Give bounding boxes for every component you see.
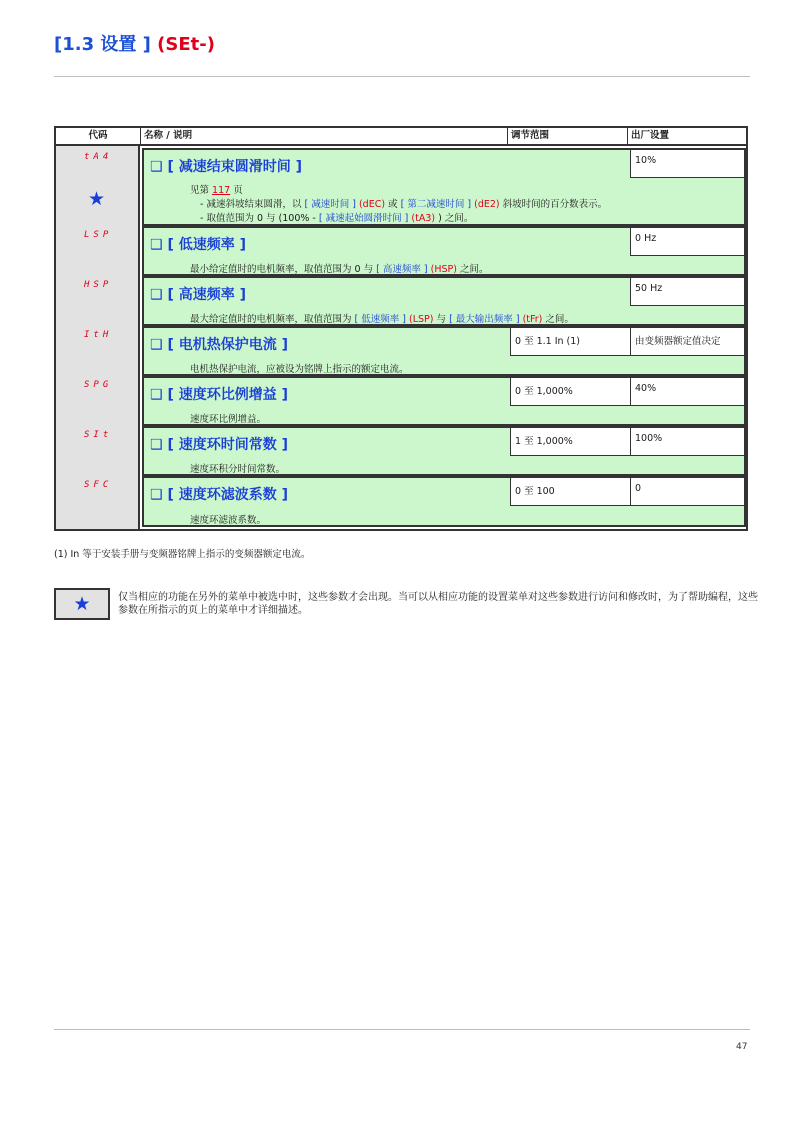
range-value: 0 至 1.1 In (1) (510, 328, 630, 356)
description-line: 速度环比例增益。 (190, 414, 267, 425)
page-link[interactable]: 117 (212, 185, 231, 196)
checkbox-icon: ❑ (150, 287, 163, 303)
star-icon: ★ (88, 188, 106, 210)
param-name[interactable] (150, 434, 288, 454)
param-cell (142, 376, 746, 426)
range-value: 0 至 100 (510, 478, 630, 506)
param-code: SIt (84, 430, 113, 440)
param-name[interactable] (150, 156, 302, 176)
header-factory: 出厂设置 (631, 130, 670, 141)
table-row (56, 326, 746, 376)
param-name-label: [ 速度环滤波系数 ] (167, 487, 288, 503)
header-range: 调节范围 (511, 130, 550, 141)
factory-setting: 10% (630, 150, 744, 178)
param-name[interactable] (150, 484, 288, 504)
factory-setting: 由变频器额定值决定 (630, 328, 744, 356)
star-icon: ★ (54, 588, 110, 620)
checkbox-icon: ❑ (150, 237, 163, 253)
checkbox-icon: ❑ (150, 159, 163, 175)
table-row (56, 148, 746, 226)
description-line: 最大给定值时的电机频率，取值范围为 [ 低速频率 ] (LSP) 与 [ 最大输出频率 ] (tFr) 之间。 (190, 314, 574, 325)
param-cell (142, 276, 746, 326)
param-code: LSP (84, 230, 113, 240)
bottom-divider (54, 1029, 750, 1030)
param-name-label: [ 高速频率 ] (167, 287, 246, 303)
footnote: (1) In 等于安装手册与变频器铭牌上指示的变频器额定电流。 (54, 549, 311, 560)
param-name-label: [ 低速频率 ] (167, 237, 246, 253)
checkbox-icon: ❑ (150, 487, 163, 503)
param-cell (142, 476, 746, 527)
param-cell (142, 326, 746, 376)
table-row (56, 476, 746, 527)
param-code: HSP (84, 280, 113, 290)
table-header (56, 128, 746, 146)
description-line: - 取值范围为 0 与 (100% - [ 减速起始圆滑时间 ] (tA3) ) 之间。 (200, 213, 474, 224)
param-cell (142, 226, 746, 276)
section-code: (SEt-) (157, 34, 215, 55)
header-divider (627, 128, 628, 144)
param-name[interactable] (150, 334, 288, 354)
param-name[interactable] (150, 284, 246, 304)
param-code: tA4 (84, 152, 113, 162)
top-divider (54, 76, 750, 77)
description-line: 速度环滤波系数。 (190, 515, 267, 526)
header-divider (140, 128, 141, 144)
checkbox-icon: ❑ (150, 337, 163, 353)
param-code: SFC (84, 480, 113, 490)
table-row (56, 226, 746, 276)
param-cell (142, 148, 746, 226)
param-cell (142, 426, 746, 476)
param-name-label: [ 减速结束圆滑时间 ] (167, 159, 302, 175)
range-value: 1 至 1,000% (510, 428, 630, 456)
header-code: 代码 (88, 130, 108, 141)
description-line: - 减速斜坡结束圆滑，以 [ 减速时间 ] (dEC) 或 [ 第二减速时间 ] (dE2) 斜坡时间的百分数表示。 (200, 199, 608, 210)
star-note: 仅当相应的功能在另外的菜单中被选中时，这些参数才会出现。当可以从相应功能的设置菜单对这些参数进行访问和修改时，为了帮助编程，这些参数在所指示的页上的菜单中才详细描述。 (118, 592, 758, 616)
section-title: [1.3 设置 ] (54, 34, 151, 55)
parameter-table (54, 126, 748, 531)
description-line: 速度环积分时间常数。 (190, 464, 286, 475)
factory-setting: 0 Hz (630, 228, 744, 256)
param-code: ItH (84, 330, 113, 340)
factory-setting: 100% (630, 428, 744, 456)
page-title (54, 30, 215, 56)
description-line: 电机热保护电流，应被设为铭牌上指示的额定电流。 (190, 364, 409, 375)
table-row (56, 376, 746, 426)
description-line: 最小给定值时的电机频率，取值范围为 0 与 [ 高速频率 ] (HSP) 之间。 (190, 264, 489, 275)
checkbox-icon: ❑ (150, 437, 163, 453)
page-number: 47 (736, 1042, 748, 1052)
factory-setting: 0 (630, 478, 744, 506)
param-name-label: [ 速度环时间常数 ] (167, 437, 288, 453)
table-row (56, 426, 746, 476)
checkbox-icon: ❑ (150, 387, 163, 403)
factory-setting: 50 Hz (630, 278, 744, 306)
header-name: 名称 / 说明 (144, 130, 193, 141)
table-row (56, 276, 746, 326)
param-name[interactable] (150, 384, 288, 404)
param-name[interactable] (150, 234, 246, 254)
param-name-label: [ 速度环比例增益 ] (167, 387, 288, 403)
see-page-line: 见第 117 页 (190, 185, 243, 196)
param-code: SPG (84, 380, 113, 390)
factory-setting: 40% (630, 378, 744, 406)
param-name-label: [ 电机热保护电流 ] (167, 337, 288, 353)
range-value: 0 至 1,000% (510, 378, 630, 406)
header-divider (507, 128, 508, 144)
